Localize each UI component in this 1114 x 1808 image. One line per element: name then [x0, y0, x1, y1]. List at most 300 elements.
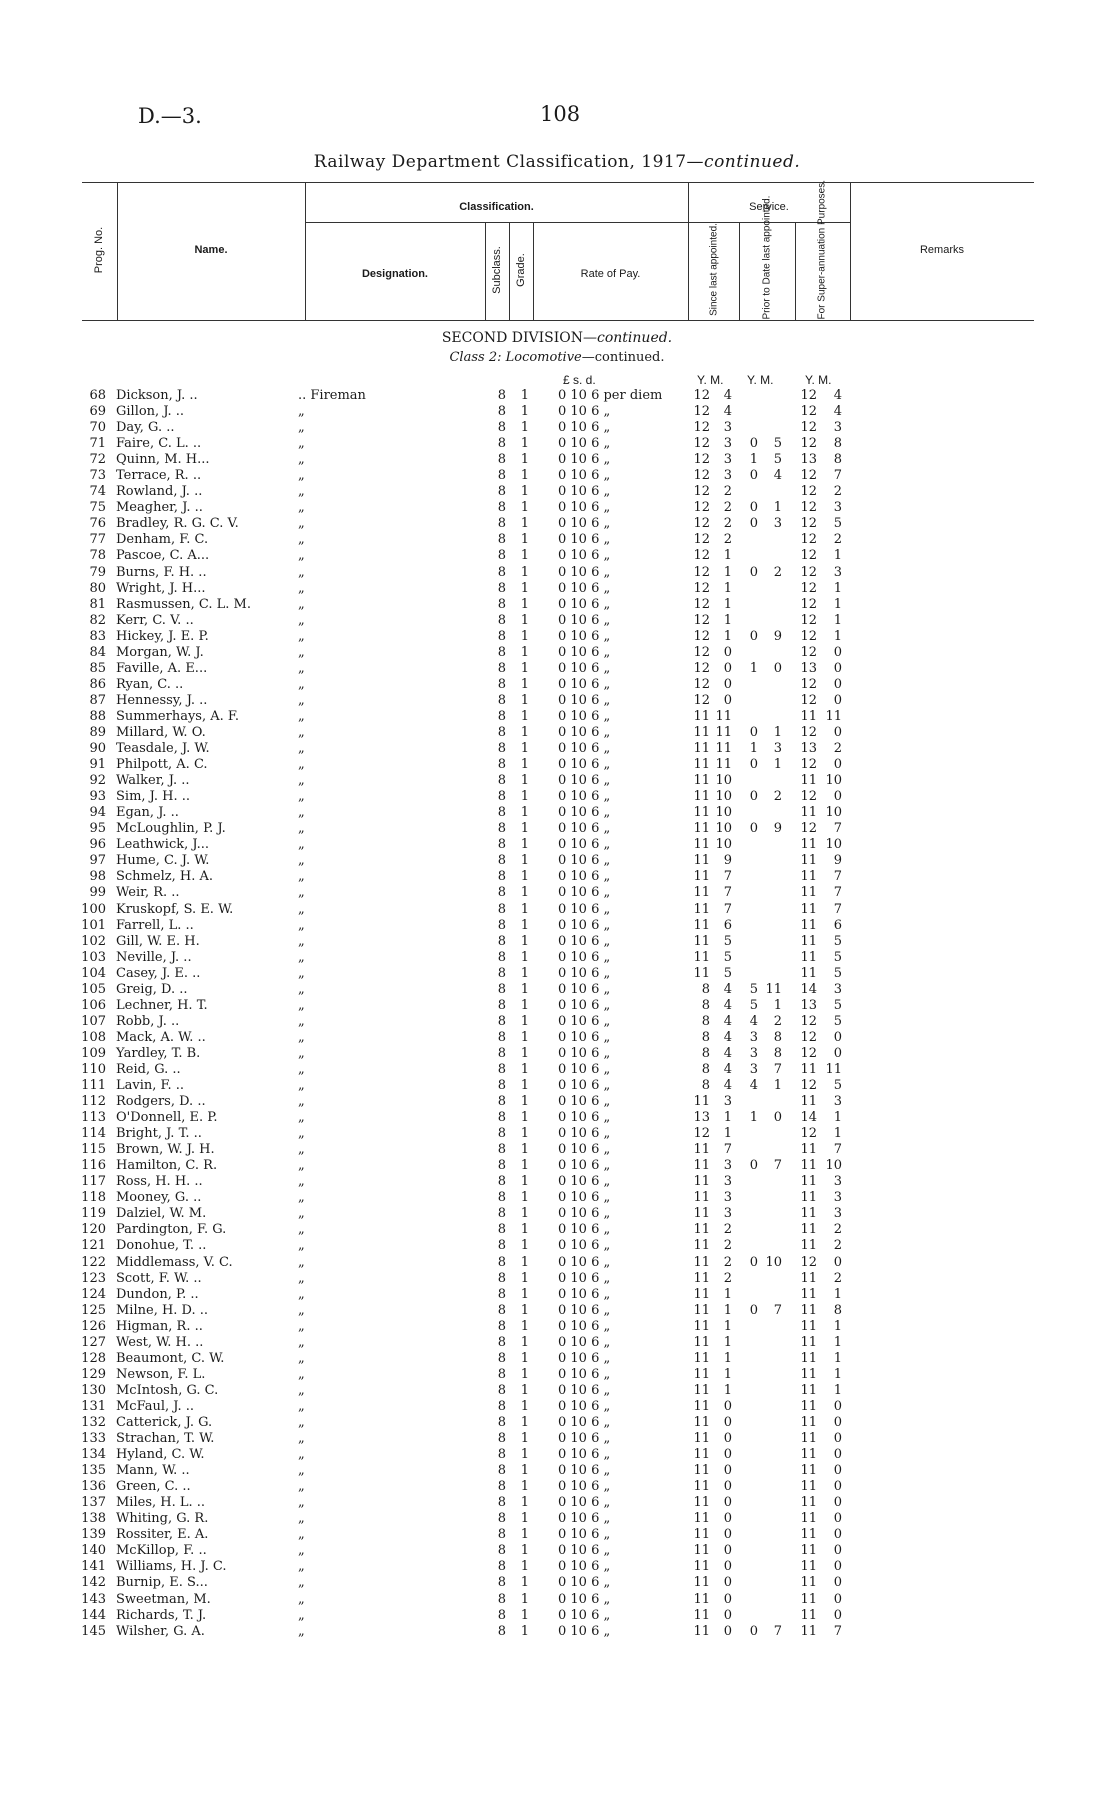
grade: 1: [520, 1366, 529, 1382]
super-months: 5: [833, 516, 842, 532]
grade: 1: [520, 1543, 529, 1559]
since-years: 11: [693, 949, 710, 965]
prog-no: 102: [81, 933, 106, 949]
table-row: [0, 950, 1114, 966]
prior-months: 1: [773, 500, 782, 516]
employee-name: Newson, F. L.: [116, 1366, 206, 1382]
since-months: 3: [723, 1190, 732, 1206]
rate-of-pay: 0 10 6 „: [558, 885, 611, 901]
employee-name: Beaumont, C. W.: [116, 1350, 225, 1366]
designation: „: [298, 1334, 305, 1350]
designation: „: [298, 484, 305, 500]
super-months: 3: [833, 1094, 842, 1110]
since-years: 11: [693, 917, 710, 933]
grade: 1: [520, 628, 529, 644]
designation: „: [298, 564, 305, 580]
subclass: 8: [497, 628, 506, 644]
prog-no: 75: [89, 500, 106, 516]
table-row: [0, 436, 1114, 452]
designation: „: [298, 1463, 305, 1479]
employee-name: Wilsher, G. A.: [116, 1623, 205, 1639]
table-row: [0, 645, 1114, 661]
header-grade: Grade.: [515, 253, 527, 287]
subclass: 8: [497, 1270, 506, 1286]
grade: 1: [520, 1061, 529, 1077]
since-years: 11: [693, 789, 710, 805]
super-years: 14: [800, 981, 817, 997]
since-months: 0: [723, 1511, 732, 1527]
since-months: 3: [723, 436, 732, 452]
rate-of-pay: 0 10 6 „: [558, 484, 611, 500]
since-months: 3: [723, 1158, 732, 1174]
designation: „: [298, 869, 305, 885]
header-designation: Designation.: [361, 268, 428, 280]
subclass: 8: [497, 580, 506, 596]
since-years: 12: [693, 452, 710, 468]
employee-name: Farrell, L. ..: [116, 917, 194, 933]
designation: „: [298, 1479, 305, 1495]
employee-name: Gillon, J. ..: [116, 404, 185, 420]
super-years: 12: [800, 500, 817, 516]
super-years: 12: [800, 1254, 817, 1270]
table-row: [0, 420, 1114, 436]
super-months: 1: [833, 612, 842, 628]
subclass: 8: [497, 660, 506, 676]
prog-no: 135: [81, 1463, 106, 1479]
since-months: 4: [723, 1045, 732, 1061]
since-years: 11: [693, 1238, 710, 1254]
employee-name: Catterick, J. G.: [116, 1415, 213, 1430]
super-months: 0: [833, 1415, 842, 1430]
super-months: 5: [833, 949, 842, 965]
prior-years: 1: [749, 452, 758, 468]
employee-name: Hume, C. J. W.: [116, 853, 210, 869]
grade: 1: [520, 1591, 529, 1607]
employee-name: Lechner, H. T.: [116, 997, 208, 1013]
since-years: 11: [693, 1543, 710, 1559]
classification-table-body: [0, 388, 1114, 1640]
rate-of-pay: 0 10 6 „: [558, 1415, 611, 1430]
prior-months: 1: [773, 724, 782, 740]
employee-name: Leathwick, J...: [116, 837, 209, 853]
prog-no: 115: [81, 1142, 106, 1158]
since-years: 8: [701, 997, 710, 1013]
table-row: [0, 1351, 1114, 1367]
since-years: 11: [693, 821, 710, 837]
table-row: [0, 1575, 1114, 1591]
employee-name: Donohue, T. ..: [116, 1238, 207, 1254]
since-years: 11: [693, 724, 710, 740]
grade: 1: [520, 1495, 529, 1511]
grade: 1: [520, 468, 529, 484]
super-months: 1: [833, 580, 842, 596]
grade: 1: [520, 757, 529, 773]
since-months: 4: [723, 1029, 732, 1045]
super-years: 11: [800, 1607, 817, 1623]
super-months: 0: [833, 644, 842, 660]
grade: 1: [520, 1511, 529, 1527]
table-row: [0, 1335, 1114, 1351]
prior-months: 2: [773, 564, 782, 580]
designation: „: [298, 1142, 305, 1158]
subclass: 8: [497, 420, 506, 436]
rate-of-pay: 0 10 6 „: [558, 548, 611, 564]
designation: „: [298, 1190, 305, 1206]
table-row: [0, 1495, 1114, 1511]
designation: „: [298, 1366, 305, 1382]
since-months: 2: [723, 1238, 732, 1254]
prog-no: 82: [89, 612, 106, 628]
super-years: 11: [800, 837, 817, 853]
employee-name: Brown, W. J. H.: [116, 1142, 215, 1158]
super-months: 1: [833, 1382, 842, 1398]
since-months: 4: [723, 388, 732, 403]
prog-no: 119: [81, 1206, 106, 1222]
since-months: 0: [723, 1623, 732, 1639]
grade: 1: [520, 1527, 529, 1543]
prog-no: 88: [89, 708, 106, 724]
employee-name: Wright, J. H...: [116, 580, 206, 596]
grade: 1: [520, 724, 529, 740]
designation: „: [298, 1447, 305, 1463]
super-months: 1: [833, 1318, 842, 1334]
designation: „: [298, 1029, 305, 1045]
super-months: 1: [833, 1334, 842, 1350]
employee-name: Meagher, J. ..: [116, 500, 203, 516]
employee-name: Quinn, M. H...: [116, 452, 210, 468]
prog-no: 85: [89, 660, 106, 676]
designation: „: [298, 981, 305, 997]
prior-months: 4: [773, 468, 782, 484]
prior-years: 0: [749, 1623, 758, 1639]
employee-name: Weir, R. ..: [116, 885, 180, 901]
since-years: 8: [701, 981, 710, 997]
since-years: 12: [693, 548, 710, 564]
subclass: 8: [497, 644, 506, 660]
employee-name: Reid, G. ..: [116, 1061, 181, 1077]
rate-of-pay: 0 10 6 „: [558, 853, 611, 869]
prog-no: 133: [81, 1431, 106, 1447]
prog-no: 94: [89, 805, 106, 821]
subclass: 8: [497, 965, 506, 981]
rule-after-prior: [795, 222, 796, 320]
subclass: 8: [497, 708, 506, 724]
prior-years: 4: [749, 1013, 758, 1029]
rate-of-pay: 0 10 6 „: [558, 708, 611, 724]
super-years: 11: [800, 1415, 817, 1430]
unit-since: Y. M.: [697, 373, 724, 387]
prior-years: 3: [749, 1029, 758, 1045]
employee-name: Sweetman, M.: [116, 1591, 211, 1607]
table-row: [0, 1222, 1114, 1238]
prog-no: 81: [89, 596, 106, 612]
since-months: 11: [715, 741, 732, 757]
since-years: 12: [693, 484, 710, 500]
super-years: 12: [800, 596, 817, 612]
grade: 1: [520, 1623, 529, 1639]
designation: „: [298, 1126, 305, 1142]
prog-no: 68: [89, 388, 106, 403]
subclass: 8: [497, 1254, 506, 1270]
since-years: 11: [693, 1623, 710, 1639]
since-months: 7: [723, 1142, 732, 1158]
table-row: [0, 1206, 1114, 1222]
since-months: 4: [723, 997, 732, 1013]
designation: „: [298, 1559, 305, 1575]
prog-no: 93: [89, 789, 106, 805]
since-months: 2: [723, 1222, 732, 1238]
designation: „: [298, 1286, 305, 1302]
prog-no: 144: [81, 1607, 106, 1623]
super-years: 11: [800, 1142, 817, 1158]
rate-of-pay: 0 10 6 „: [558, 1126, 611, 1142]
designation: „: [298, 1222, 305, 1238]
since-years: 11: [693, 1382, 710, 1398]
employee-name: Teasdale, J. W.: [116, 741, 210, 757]
designation: „: [298, 1238, 305, 1254]
super-months: 3: [833, 1206, 842, 1222]
rate-of-pay: 0 10 6 „: [558, 949, 611, 965]
prior-years: 0: [749, 821, 758, 837]
subclass: 8: [497, 1238, 506, 1254]
prog-no: 117: [81, 1174, 106, 1190]
since-years: 11: [693, 901, 710, 917]
prior-months: 10: [765, 1254, 782, 1270]
subclass: 8: [497, 1463, 506, 1479]
subclass: 8: [497, 1318, 506, 1334]
super-years: 11: [800, 1591, 817, 1607]
prog-no: 128: [81, 1350, 106, 1366]
table-row: [0, 1078, 1114, 1094]
prog-no: 83: [89, 628, 106, 644]
since-months: 4: [723, 404, 732, 420]
prior-years: 1: [749, 660, 758, 676]
prog-no: 72: [89, 452, 106, 468]
rate-of-pay: 0 10 6 „: [558, 1078, 611, 1094]
subclass: 8: [497, 388, 506, 403]
grade: 1: [520, 692, 529, 708]
table-row: [0, 725, 1114, 741]
since-months: 0: [723, 1559, 732, 1575]
rate-of-pay: 0 10 6 „: [558, 981, 611, 997]
grade: 1: [520, 1254, 529, 1270]
super-years: 11: [800, 1463, 817, 1479]
subclass: 8: [497, 1222, 506, 1238]
since-months: 11: [715, 708, 732, 724]
designation: „: [298, 708, 305, 724]
since-years: 12: [693, 660, 710, 676]
subclass: 8: [497, 548, 506, 564]
designation: „: [298, 1398, 305, 1414]
grade: 1: [520, 1398, 529, 1414]
grade: 1: [520, 1350, 529, 1366]
since-months: 5: [723, 933, 732, 949]
prior-months: 9: [773, 821, 782, 837]
table-row: [0, 452, 1114, 468]
super-months: 0: [833, 692, 842, 708]
prog-no: 112: [81, 1094, 106, 1110]
designation: „: [298, 1623, 305, 1639]
employee-name: Millard, W. O.: [116, 724, 206, 740]
subclass: 8: [497, 596, 506, 612]
super-months: 10: [825, 773, 842, 789]
since-months: 0: [723, 1527, 732, 1543]
subclass: 8: [497, 997, 506, 1013]
employee-name: Gill, W. E. H.: [116, 933, 200, 949]
prog-no: 69: [89, 404, 106, 420]
rate-of-pay: 0 10 6 „: [558, 1142, 611, 1158]
prog-no: 79: [89, 564, 106, 580]
prog-no: 110: [81, 1061, 106, 1077]
rate-of-pay: 0 10 6 „: [558, 1479, 611, 1495]
since-months: 4: [723, 1013, 732, 1029]
table-row: [0, 1592, 1114, 1608]
prior-years: 3: [749, 1045, 758, 1061]
grade: 1: [520, 1382, 529, 1398]
since-years: 12: [693, 500, 710, 516]
super-months: 0: [833, 1463, 842, 1479]
super-years: 11: [800, 805, 817, 821]
grade: 1: [520, 676, 529, 692]
prog-no: 142: [81, 1575, 106, 1591]
rate-of-pay: 0 10 6 „: [558, 596, 611, 612]
designation: „: [298, 805, 305, 821]
since-months: 1: [723, 628, 732, 644]
grade: 1: [520, 500, 529, 516]
rule-after-since: [739, 222, 740, 320]
table-row: [0, 1110, 1114, 1126]
grade: 1: [520, 1318, 529, 1334]
super-months: 8: [833, 452, 842, 468]
grade: 1: [520, 1607, 529, 1623]
since-months: 0: [723, 1495, 732, 1511]
subclass: 8: [497, 484, 506, 500]
prior-months: 1: [773, 1078, 782, 1094]
super-months: 3: [833, 420, 842, 436]
since-months: 1: [723, 1286, 732, 1302]
subclass: 8: [497, 933, 506, 949]
designation: „: [298, 724, 305, 740]
prog-no: 71: [89, 436, 106, 452]
since-months: 1: [723, 1302, 732, 1318]
since-years: 11: [693, 1318, 710, 1334]
super-years: 11: [800, 1302, 817, 1318]
since-years: 11: [693, 1302, 710, 1318]
rate-of-pay: 0 10 6 „: [558, 404, 611, 420]
employee-name: Greig, D. ..: [116, 981, 188, 997]
super-years: 12: [800, 548, 817, 564]
since-years: 11: [693, 1479, 710, 1495]
super-months: 0: [833, 1575, 842, 1591]
grade: 1: [520, 981, 529, 997]
prog-no: 113: [81, 1110, 106, 1126]
table-row: [0, 1046, 1114, 1062]
grade: 1: [520, 1222, 529, 1238]
super-years: 11: [800, 1318, 817, 1334]
rate-of-pay: 0 10 6 „: [558, 1045, 611, 1061]
class-name: Locomotive: [505, 350, 582, 365]
employee-name: Scott, F. W. ..: [116, 1270, 202, 1286]
designation: „: [298, 1431, 305, 1447]
grade: 1: [520, 773, 529, 789]
table-row: [0, 1399, 1114, 1415]
prog-no: 145: [81, 1623, 106, 1639]
table-row: [0, 388, 1114, 404]
super-years: 11: [800, 1479, 817, 1495]
designation: „: [298, 628, 305, 644]
super-months: 11: [825, 708, 842, 724]
super-months: 0: [833, 789, 842, 805]
super-years: 11: [800, 1206, 817, 1222]
super-years: 11: [800, 1270, 817, 1286]
since-years: 12: [693, 436, 710, 452]
subclass: 8: [497, 1575, 506, 1591]
subclass: 8: [497, 1126, 506, 1142]
super-months: 0: [833, 724, 842, 740]
since-years: 11: [693, 1527, 710, 1543]
designation: „: [298, 965, 305, 981]
subclass: 8: [497, 1110, 506, 1126]
table-row: [0, 757, 1114, 773]
rate-of-pay: 0 10 6 „: [558, 1029, 611, 1045]
table-row: [0, 1014, 1114, 1030]
table-row: [0, 709, 1114, 725]
employee-name: Philpott, A. C.: [116, 757, 208, 773]
employee-name: West, W. H. ..: [116, 1334, 204, 1350]
title-continued: —continued.: [686, 152, 801, 172]
grade: 1: [520, 1334, 529, 1350]
prior-years: 3: [749, 1061, 758, 1077]
designation: „: [298, 757, 305, 773]
since-months: 1: [723, 564, 732, 580]
rate-of-pay: 0 10 6 „: [558, 1350, 611, 1366]
grade: 1: [520, 580, 529, 596]
designation: „: [298, 885, 305, 901]
super-years: 12: [800, 1013, 817, 1029]
grade: 1: [520, 1126, 529, 1142]
table-row: [0, 1415, 1114, 1431]
table-row: [0, 1608, 1114, 1624]
since-years: 12: [693, 644, 710, 660]
rate-of-pay: 0 10 6 „: [558, 468, 611, 484]
rate-of-pay: 0 10 6 „: [558, 1527, 611, 1543]
designation: „: [298, 741, 305, 757]
super-months: 10: [825, 837, 842, 853]
rate-of-pay: 0 10 6 „: [558, 1511, 611, 1527]
prior-months: 0: [773, 1110, 782, 1126]
table-row: [0, 1126, 1114, 1142]
since-months: 10: [715, 821, 732, 837]
designation: „: [298, 1607, 305, 1623]
prog-no: 78: [89, 548, 106, 564]
grade: 1: [520, 644, 529, 660]
subclass: 8: [497, 1527, 506, 1543]
employee-name: Day, G. ..: [116, 420, 175, 436]
super-years: 13: [800, 997, 817, 1013]
rate-of-pay: 0 10 6 „: [558, 1382, 611, 1398]
super-months: 1: [833, 596, 842, 612]
grade: 1: [520, 789, 529, 805]
rate-of-pay: 0 10 6 „: [558, 1559, 611, 1575]
rate-of-pay: 0 10 6 „: [558, 436, 611, 452]
since-months: 1: [723, 1334, 732, 1350]
table-row: [0, 789, 1114, 805]
since-years: 12: [693, 420, 710, 436]
employee-name: McFaul, J. ..: [116, 1398, 195, 1414]
prior-years: 0: [749, 1158, 758, 1174]
since-years: 11: [693, 1575, 710, 1591]
super-years: 11: [800, 1334, 817, 1350]
